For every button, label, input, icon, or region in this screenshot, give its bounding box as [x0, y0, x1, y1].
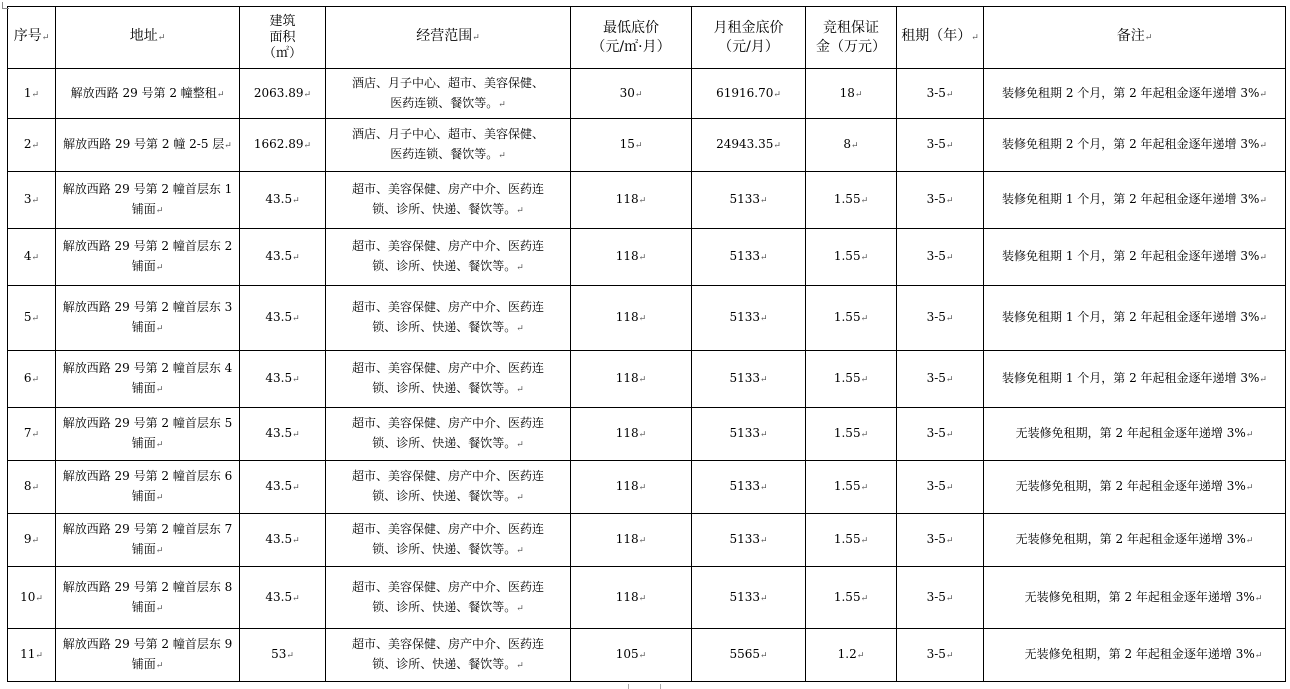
cell-scope: 酒店、月子中心、超市、美容保健、 医药连锁、餐饮等。↵: [326, 69, 571, 119]
cell-term: 3-5↵: [897, 351, 984, 408]
table-row: [8, 229, 1286, 286]
table-body: [8, 69, 1286, 682]
cell-address: 解放西路 29 号第 2 幢首层东 7 铺面↵: [56, 514, 240, 567]
cell-monthly-rent: 5133↵: [692, 514, 806, 567]
table-row: [8, 408, 1286, 461]
table-row: [8, 69, 1286, 119]
cell-area: 53↵: [240, 629, 326, 682]
cell-no: 11↵: [8, 629, 56, 682]
header-deposit: 竞租保证 金（万元）: [806, 7, 897, 69]
table-row: [8, 351, 1286, 408]
cell-no: 4↵: [8, 229, 56, 286]
cell-monthly-rent: 5133↵: [692, 351, 806, 408]
corner-mark: [2, 2, 9, 9]
cell-monthly-rent: 5133↵: [692, 172, 806, 229]
header-address: 地址↵: [56, 7, 240, 69]
cell-no: 2↵: [8, 119, 56, 172]
cell-note: 无装修免租期，第 2 年起租金逐年递增 3%↵: [984, 408, 1286, 461]
footer-mark: [628, 684, 629, 689]
cell-term: 3-5↵: [897, 408, 984, 461]
cell-area: 43.5↵: [240, 351, 326, 408]
cell-address: 解放西路 29 号第 2 幢首层东 8 铺面↵: [56, 567, 240, 629]
cell-scope: 超市、美容保健、房产中介、医药连 锁、诊所、快递、餐饮等。↵: [326, 172, 571, 229]
header-no: 序号↵: [8, 7, 56, 69]
cell-scope: 超市、美容保健、房产中介、医药连 锁、诊所、快递、餐饮等。↵: [326, 408, 571, 461]
cell-no: 8↵: [8, 461, 56, 514]
table-row: [8, 514, 1286, 567]
cell-monthly-rent: 5133↵: [692, 461, 806, 514]
cell-note: 装修免租期 1 个月，第 2 年起租金逐年递增 3%↵: [984, 286, 1286, 351]
cell-area: 1662.89↵: [240, 119, 326, 172]
cell-term: 3-5↵: [897, 69, 984, 119]
cell-area: 43.5↵: [240, 408, 326, 461]
cell-area: 2063.89↵: [240, 69, 326, 119]
cell-monthly-rent: 5133↵: [692, 286, 806, 351]
cell-deposit: 1.55↵: [806, 408, 897, 461]
cell-min-price: 118↵: [571, 286, 692, 351]
cell-min-price: 118↵: [571, 351, 692, 408]
header-note: 备注↵: [984, 7, 1286, 69]
cell-scope: 超市、美容保健、房产中介、医药连 锁、诊所、快递、餐饮等。↵: [326, 567, 571, 629]
cell-no: 9↵: [8, 514, 56, 567]
cell-deposit: 1.55↵: [806, 567, 897, 629]
lease-table: [7, 6, 1286, 682]
cell-area: 43.5↵: [240, 567, 326, 629]
cell-note: 无装修免租期，第 2 年起租金逐年递增 3%↵: [984, 514, 1286, 567]
cell-note: 装修免租期 1 个月，第 2 年起租金逐年递增 3%↵: [984, 172, 1286, 229]
cell-term: 3-5↵: [897, 286, 984, 351]
cell-no: 10↵: [8, 567, 56, 629]
cell-scope: 超市、美容保健、房产中介、医药连 锁、诊所、快递、餐饮等。↵: [326, 286, 571, 351]
cell-term: 3-5↵: [897, 461, 984, 514]
cell-no: 1↵: [8, 69, 56, 119]
cell-monthly-rent: 5133↵: [692, 229, 806, 286]
cell-no: 7↵: [8, 408, 56, 461]
header-row: [8, 7, 1286, 69]
cell-address: 解放西路 29 号第 2 幢首层东 4 铺面↵: [56, 351, 240, 408]
cell-scope: 超市、美容保健、房产中介、医药连 锁、诊所、快递、餐饮等。↵: [326, 629, 571, 682]
cell-no: 3↵: [8, 172, 56, 229]
cell-note: 无装修免租期，第 2 年起租金逐年递增 3%↵: [984, 461, 1286, 514]
header-min-price: 最低底价 （元/㎡·月）: [571, 7, 692, 69]
cell-address: 解放西路 29 号第 2 幢首层东 5 铺面↵: [56, 408, 240, 461]
cell-no: 6↵: [8, 351, 56, 408]
cell-monthly-rent: 5133↵: [692, 567, 806, 629]
cell-deposit: 18↵: [806, 69, 897, 119]
cell-address: 解放西路 29 号第 2 幢首层东 3 铺面↵: [56, 286, 240, 351]
cell-deposit: 8↵: [806, 119, 897, 172]
cell-area: 43.5↵: [240, 514, 326, 567]
cell-min-price: 118↵: [571, 408, 692, 461]
cell-note: 装修免租期 2 个月，第 2 年起租金逐年递增 3%↵: [984, 119, 1286, 172]
cell-term: 3-5↵: [897, 172, 984, 229]
cell-monthly-rent: 61916.70↵: [692, 69, 806, 119]
table-row: [8, 172, 1286, 229]
cell-monthly-rent: 24943.35↵: [692, 119, 806, 172]
cell-deposit: 1.55↵: [806, 172, 897, 229]
cell-deposit: 1.55↵: [806, 351, 897, 408]
cell-note: 装修免租期 1 个月，第 2 年起租金逐年递增 3%↵: [984, 351, 1286, 408]
cell-deposit: 1.55↵: [806, 461, 897, 514]
cell-scope: 超市、美容保健、房产中介、医药连 锁、诊所、快递、餐饮等。↵: [326, 229, 571, 286]
cell-monthly-rent: 5133↵: [692, 408, 806, 461]
cell-min-price: 105↵: [571, 629, 692, 682]
cell-address: 解放西路 29 号第 2 幢首层东 9 铺面↵: [56, 629, 240, 682]
cell-term: 3-5↵: [897, 119, 984, 172]
cell-address: 解放西路 29 号第 2 幢 2-5 层↵: [56, 119, 240, 172]
cell-no: 5↵: [8, 286, 56, 351]
cell-deposit: 1.2↵: [806, 629, 897, 682]
cell-scope: 酒店、月子中心、超市、美容保健、 医药连锁、餐饮等。↵: [326, 119, 571, 172]
header-monthly-rent: 月租金底价 （元/月）: [692, 7, 806, 69]
cell-address: 解放西路 29 号第 2 幢整租↵: [56, 69, 240, 119]
cell-monthly-rent: 5565↵: [692, 629, 806, 682]
footer-mark: [660, 684, 661, 689]
cell-note: 无装修免租期，第 2 年起租金逐年递增 3%↵: [984, 567, 1286, 629]
cell-scope: 超市、美容保健、房产中介、医药连 锁、诊所、快递、餐饮等。↵: [326, 461, 571, 514]
cell-area: 43.5↵: [240, 286, 326, 351]
cell-term: 3-5↵: [897, 567, 984, 629]
header-scope: 经营范围↵: [326, 7, 571, 69]
cell-area: 43.5↵: [240, 461, 326, 514]
table-row: [8, 461, 1286, 514]
cell-term: 3-5↵: [897, 229, 984, 286]
table-row: [8, 286, 1286, 351]
cell-address: 解放西路 29 号第 2 幢首层东 2 铺面↵: [56, 229, 240, 286]
cell-note: 装修免租期 2 个月，第 2 年起租金逐年递增 3%↵: [984, 69, 1286, 119]
cell-area: 43.5↵: [240, 172, 326, 229]
cell-deposit: 1.55↵: [806, 514, 897, 567]
cell-min-price: 118↵: [571, 514, 692, 567]
cell-area: 43.5↵: [240, 229, 326, 286]
header-area: 建筑 面积 （㎡）: [240, 7, 326, 69]
cell-scope: 超市、美容保健、房产中介、医药连 锁、诊所、快递、餐饮等。↵: [326, 351, 571, 408]
cell-note: 装修免租期 1 个月，第 2 年起租金逐年递增 3%↵: [984, 229, 1286, 286]
cell-min-price: 118↵: [571, 172, 692, 229]
cell-address: 解放西路 29 号第 2 幢首层东 6 铺面↵: [56, 461, 240, 514]
cell-min-price: 118↵: [571, 461, 692, 514]
header-term: 租期（年）↵: [897, 7, 984, 69]
cell-min-price: 118↵: [571, 567, 692, 629]
table-row: [8, 629, 1286, 682]
cell-address: 解放西路 29 号第 2 幢首层东 1 铺面↵: [56, 172, 240, 229]
cell-min-price: 30↵: [571, 69, 692, 119]
cell-deposit: 1.55↵: [806, 286, 897, 351]
cell-deposit: 1.55↵: [806, 229, 897, 286]
cell-min-price: 118↵: [571, 229, 692, 286]
table-row: [8, 119, 1286, 172]
cell-note: 无装修免租期，第 2 年起租金逐年递增 3%↵: [984, 629, 1286, 682]
cell-term: 3-5↵: [897, 514, 984, 567]
cell-min-price: 15↵: [571, 119, 692, 172]
cell-scope: 超市、美容保健、房产中介、医药连 锁、诊所、快递、餐饮等。↵: [326, 514, 571, 567]
cell-term: 3-5↵: [897, 629, 984, 682]
table-row: [8, 567, 1286, 629]
